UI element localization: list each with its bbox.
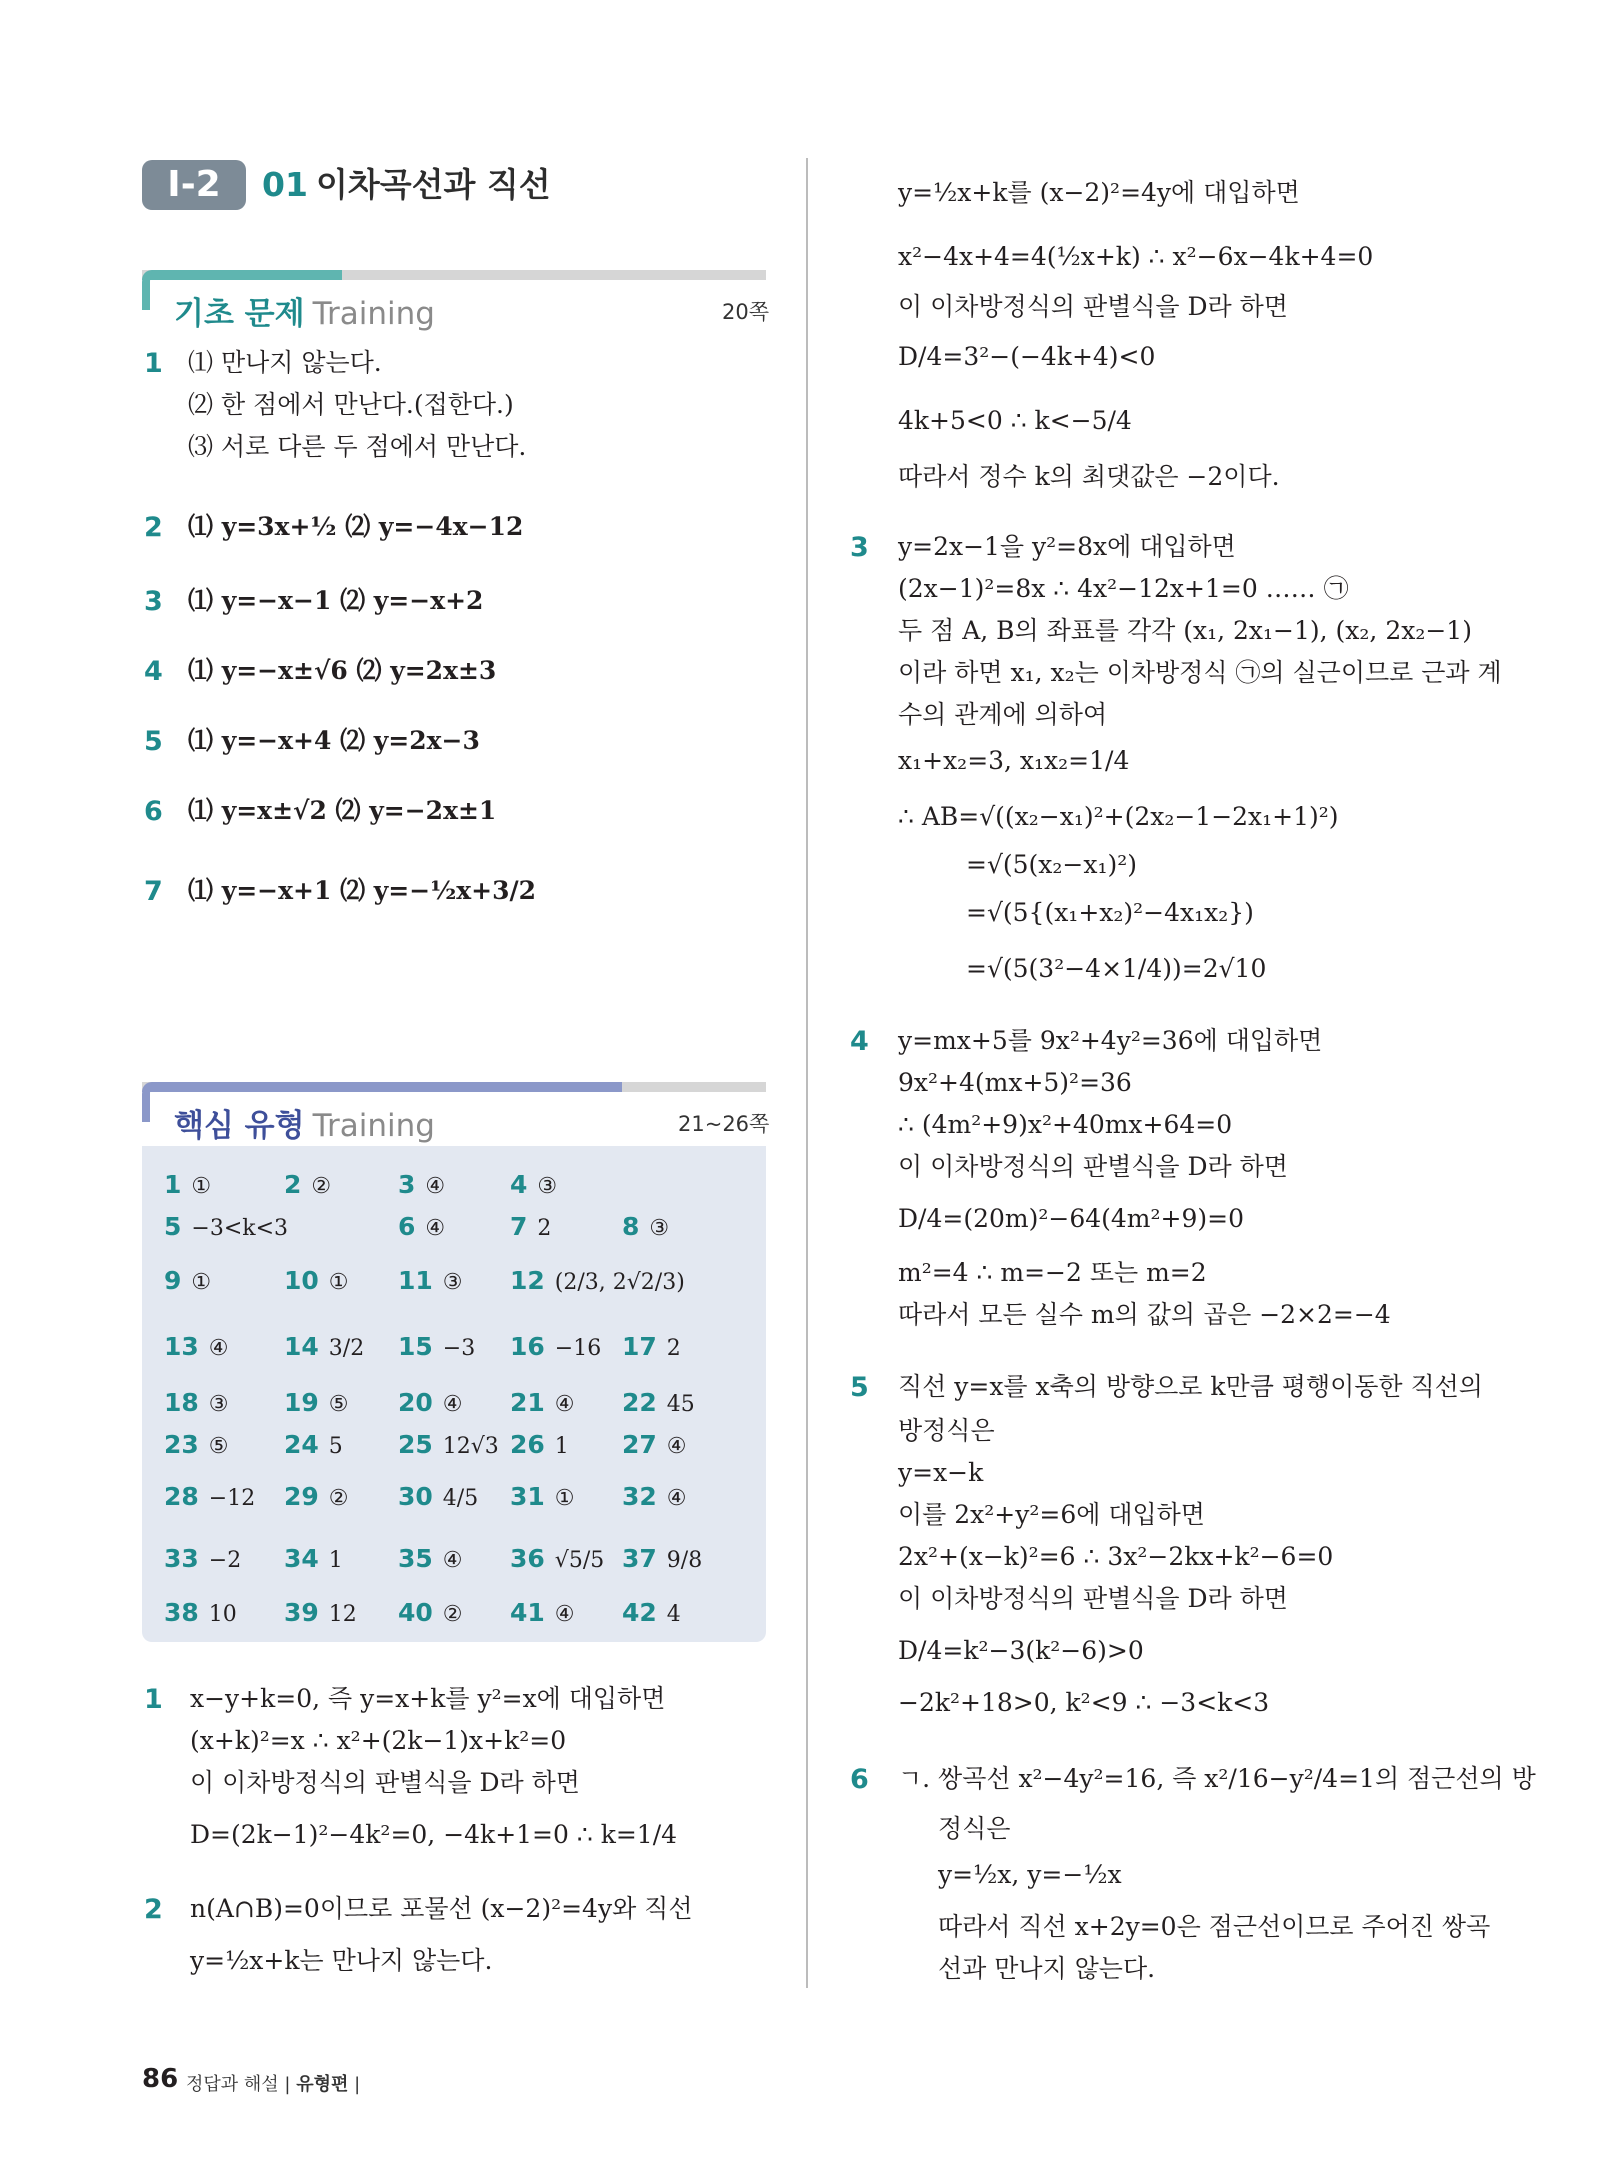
answer-key-number: 41: [510, 1598, 545, 1627]
answer-key-number: 27: [622, 1430, 657, 1459]
basic-item-line: ⑴ 만나지 않는다.: [188, 348, 382, 377]
answer-key-number: 7: [510, 1212, 528, 1241]
answer-key-item: [622, 1482, 687, 1511]
answer-key-value: 5: [328, 1434, 343, 1459]
answer-key-number: 1: [164, 1170, 182, 1199]
answer-key-item: [622, 1544, 702, 1573]
solution-line: 이 이차방정식의 판별식을 D라 하면: [898, 292, 1288, 321]
answer-key-number: 10: [284, 1266, 319, 1295]
solution-line: m²=4 ∴ m=−2 또는 m=2: [898, 1258, 1207, 1287]
answer-key-item: [398, 1332, 475, 1361]
solution-line: D/4=(20m)²−64(4m²+9)=0: [898, 1204, 1244, 1233]
answer-key-number: 36: [510, 1544, 545, 1573]
basic-item-line: ⑶ 서로 다른 두 점에서 만난다.: [188, 432, 527, 461]
solution-line: 이라 하면 x₁, x₂는 이차방정식 ㉠의 실근이므로 근과 계: [898, 658, 1502, 687]
solution-line: ∴ AB=√((x₂−x₁)²+(2x₂−1−2x₁+1)²): [898, 802, 1339, 831]
solution-line: 정식은: [938, 1814, 1011, 1843]
answer-key-value: √5/5: [554, 1548, 605, 1573]
answer-key-value: 1: [328, 1548, 343, 1573]
answer-key-item: [398, 1430, 499, 1459]
solution-line: 이 이차방정식의 판별식을 D라 하면: [898, 1584, 1288, 1613]
solution-line: y=2x−1을 y²=8x에 대입하면: [898, 532, 1236, 561]
answer-key-value: −2: [208, 1548, 242, 1573]
answer-key-number: 13: [164, 1332, 199, 1361]
answer-key-number: 15: [398, 1332, 433, 1361]
footer-label: 정답과 해설 | 유형편 |: [186, 2074, 361, 2095]
solution-line: 이 이차방정식의 판별식을 D라 하면: [190, 1768, 580, 1797]
answer-key-item: [398, 1170, 445, 1199]
answer-key-value: ④: [425, 1216, 446, 1241]
answer-key-value: 3/2: [328, 1336, 365, 1361]
solution-line: y=½x, y=−½x: [938, 1860, 1122, 1889]
answer-key-number: 25: [398, 1430, 433, 1459]
basic-item-number: 7: [144, 876, 163, 907]
answer-key-number: 38: [164, 1598, 199, 1627]
answer-key-number: 40: [398, 1598, 433, 1627]
answer-key-value: 10: [208, 1602, 237, 1627]
answer-key-value: ⑤: [208, 1434, 229, 1459]
answer-key-item: [284, 1482, 349, 1511]
answer-key-item: [284, 1170, 331, 1199]
answer-key-value: −3<k<3: [191, 1216, 289, 1241]
answer-key-value: ①: [191, 1174, 212, 1199]
answer-key-item: [398, 1482, 478, 1511]
solution-line: 2x²+(x−k)²=6 ∴ 3x²−2kx+k²−6=0: [898, 1542, 1334, 1571]
solution-number: 5: [850, 1372, 869, 1403]
solution-line: D=(2k−1)²−4k²=0, −4k+1=0 ∴ k=1/4: [190, 1820, 678, 1849]
answer-key-number: 24: [284, 1430, 319, 1459]
solution-line: x₁+x₂=3, x₁x₂=1/4: [898, 746, 1130, 775]
solution-line: 직선 y=x를 x축의 방향으로 k만큼 평행이동한 직선의: [898, 1372, 1483, 1401]
answer-key-item: [622, 1430, 687, 1459]
solution-line: y=mx+5를 9x²+4y²=36에 대입하면: [898, 1026, 1323, 1055]
answer-key-number: 11: [398, 1266, 433, 1295]
answer-key-item: [398, 1212, 445, 1241]
answer-key-number: 33: [164, 1544, 199, 1573]
answer-key-value: 4/5: [442, 1486, 479, 1511]
basic-page-ref: 20쪽: [722, 300, 770, 324]
answer-key-number: 4: [510, 1170, 528, 1199]
answer-key-item: [284, 1598, 357, 1627]
basic-item-number: 3: [144, 586, 163, 617]
answer-key-item: [510, 1430, 569, 1459]
answer-key-item: [284, 1388, 349, 1417]
answer-key-number: 28: [164, 1482, 199, 1511]
answer-key-value: 12√3: [442, 1434, 499, 1459]
answer-key-value: 2: [666, 1336, 681, 1361]
answer-key-number: 21: [510, 1388, 545, 1417]
answer-key-value: ④: [666, 1486, 687, 1511]
answer-key-number: 16: [510, 1332, 545, 1361]
answer-key-item: [284, 1430, 343, 1459]
solution-line: (x+k)²=x ∴ x²+(2k−1)x+k²=0: [190, 1726, 567, 1755]
answer-key-item: [284, 1544, 343, 1573]
basic-item-answer: ⑴ y=−x+1 ⑵ y=−½x+3/2: [188, 876, 537, 905]
solution-line: x²−4x+4=4(½x+k) ∴ x²−6x−4k+4=0: [898, 242, 1374, 271]
answer-key-item: [164, 1544, 241, 1573]
answer-key-value: ①: [191, 1270, 212, 1295]
answer-key-item: [622, 1212, 669, 1241]
answer-key-number: 37: [622, 1544, 657, 1573]
answer-key-value: ②: [442, 1602, 463, 1627]
section-title: [262, 160, 551, 210]
solution-line: =√(5(3²−4×1/4))=2√10: [966, 954, 1267, 983]
basic-item-answer: ⑴ y=3x+½ ⑵ y=−4x−12: [188, 512, 524, 541]
answer-key-item: [510, 1170, 557, 1199]
answer-key-item: [164, 1266, 211, 1295]
answer-key-value: ④: [554, 1392, 575, 1417]
answer-key-item: [164, 1430, 229, 1459]
answer-key-value: ③: [208, 1392, 229, 1417]
answer-key-item: [510, 1266, 685, 1295]
answer-key-value: −16: [554, 1336, 602, 1361]
solution-number: 4: [850, 1026, 869, 1057]
answer-key-value: −3: [442, 1336, 476, 1361]
answer-key-item: [284, 1332, 364, 1361]
basic-item-line: ⑵ 한 점에서 만난다.(접한다.): [188, 390, 514, 419]
answer-key-number: 5: [164, 1212, 182, 1241]
answer-key-number: 31: [510, 1482, 545, 1511]
answer-key-value: ③: [649, 1216, 670, 1241]
answer-key-item: [510, 1598, 575, 1627]
answer-key-number: 19: [284, 1388, 319, 1417]
answer-key-value: −12: [208, 1486, 256, 1511]
basic-item-answer: ⑴ y=x±√2 ⑵ y=−2x±1: [188, 796, 497, 825]
solution-line: 방정식은: [898, 1416, 995, 1445]
answer-key-value: ④: [442, 1392, 463, 1417]
answer-key-number: 9: [164, 1266, 182, 1295]
solution-number: 1: [144, 1684, 163, 1715]
solution-line: x−y+k=0, 즉 y=x+k를 y²=x에 대입하면: [190, 1684, 666, 1713]
answer-key-number: 35: [398, 1544, 433, 1573]
answer-key-item: [164, 1212, 288, 1241]
answer-key-number: 26: [510, 1430, 545, 1459]
basic-item-number: 4: [144, 656, 163, 687]
solution-line: y=½x+k를 (x−2)²=4y에 대입하면: [898, 178, 1300, 207]
answer-key-value: ④: [666, 1434, 687, 1459]
core-title: 핵심 유형 Training: [174, 1108, 435, 1144]
answer-key-number: 29: [284, 1482, 319, 1511]
answer-key-value: ④: [425, 1174, 446, 1199]
answer-key-item: [398, 1544, 463, 1573]
answer-key-number: 20: [398, 1388, 433, 1417]
solution-line: 따라서 모든 실수 m의 값의 곱은 −2×2=−4: [898, 1300, 1391, 1329]
solution-line: y=½x+k는 만나지 않는다.: [190, 1946, 493, 1975]
basic-item-number: 1: [144, 348, 163, 379]
solution-line: ㄱ. 쌍곡선 x²−4y²=16, 즉 x²/16−y²/4=1의 점근선의 방: [898, 1764, 1536, 1793]
page-number: 86: [142, 2064, 179, 2094]
answer-key-number: 8: [622, 1212, 640, 1241]
answer-key-value: 45: [666, 1392, 695, 1417]
answer-key-number: 12: [510, 1266, 545, 1295]
answer-key-value: ③: [442, 1270, 463, 1295]
answer-key-item: [510, 1388, 575, 1417]
solution-number: 2: [144, 1894, 163, 1925]
answer-key-item: [164, 1482, 255, 1511]
answer-key-value: ④: [442, 1548, 463, 1573]
solution-line: n(A∩B)=0이므로 포물선 (x−2)²=4y와 직선: [190, 1894, 693, 1923]
basic-item-answer: ⑴ y=−x±√6 ⑵ y=2x±3: [188, 656, 497, 685]
solution-line: 9x²+4(mx+5)²=36: [898, 1068, 1132, 1097]
basic-item-answer: ⑴ y=−x+4 ⑵ y=2x−3: [188, 726, 480, 755]
answer-key-value: ④: [554, 1602, 575, 1627]
basic-title: 기초 문제 Training: [174, 296, 435, 332]
answer-key-item: [164, 1170, 211, 1199]
basic-header-bar: [142, 270, 766, 280]
answer-key-value: ⑤: [328, 1392, 349, 1417]
solution-line: y=x−k: [898, 1458, 984, 1487]
column-divider: [806, 158, 808, 1988]
solution-line: 수의 관계에 의하여: [898, 700, 1108, 729]
answer-key-item: [510, 1544, 604, 1573]
solution-line: 4k+5<0 ∴ k<−5/4: [898, 406, 1132, 435]
solution-line: =√(5{(x₁+x₂)²−4x₁x₂}): [966, 898, 1254, 927]
answer-key-number: 30: [398, 1482, 433, 1511]
answer-key-value: 4: [666, 1602, 681, 1627]
solution-line: 따라서 정수 k의 최댓값은 −2이다.: [898, 462, 1280, 491]
answer-key-value: 9/8: [666, 1548, 703, 1573]
solution-line: (2x−1)²=8x ∴ 4x²−12x+1=0 …… ㉠: [898, 574, 1349, 603]
answer-key-item: [398, 1266, 463, 1295]
answer-key-value: ①: [328, 1270, 349, 1295]
answer-key-value: ②: [328, 1486, 349, 1511]
answer-key-number: 18: [164, 1388, 199, 1417]
answer-key-value: ②: [311, 1174, 332, 1199]
answer-key-item: [164, 1598, 237, 1627]
section-badge: Ⅰ-2: [142, 160, 246, 210]
basic-item-number: 5: [144, 726, 163, 757]
answer-key-item: [398, 1598, 463, 1627]
answer-key-number: 34: [284, 1544, 319, 1573]
solution-line: =√(5(x₂−x₁)²): [966, 850, 1138, 879]
answer-key-item: [284, 1266, 349, 1295]
section-number: 01: [262, 165, 308, 204]
solution-line: 이를 2x²+y²=6에 대입하면: [898, 1500, 1205, 1529]
answer-key-item: [510, 1332, 601, 1361]
answer-key-number: 32: [622, 1482, 657, 1511]
answer-key-number: 3: [398, 1170, 416, 1199]
solution-number: 6: [850, 1764, 869, 1795]
answer-key-number: 23: [164, 1430, 199, 1459]
answer-key-value: ③: [537, 1174, 558, 1199]
answer-key-value: (2/3, 2√2/3): [554, 1270, 685, 1295]
answer-key-item: [510, 1212, 551, 1241]
solution-line: 이 이차방정식의 판별식을 D라 하면: [898, 1152, 1288, 1181]
answer-key-number: 17: [622, 1332, 657, 1361]
answer-key-value: ①: [554, 1486, 575, 1511]
solution-line: 따라서 직선 x+2y=0은 점근선이므로 주어진 쌍곡: [938, 1912, 1491, 1941]
answer-key-value: ④: [208, 1336, 229, 1361]
solution-number: 3: [850, 532, 869, 563]
answer-key-value: 2: [537, 1216, 552, 1241]
basic-item-number: 6: [144, 796, 163, 827]
solution-line: ∴ (4m²+9)x²+40mx+64=0: [898, 1110, 1233, 1139]
core-header-bar: [142, 1082, 766, 1092]
solution-line: D/4=3²−(−4k+4)<0: [898, 342, 1156, 371]
answer-key-number: 39: [284, 1598, 319, 1627]
answer-key-number: 2: [284, 1170, 302, 1199]
answer-key-number: 42: [622, 1598, 657, 1627]
answer-key-item: [510, 1482, 575, 1511]
answer-key-number: 14: [284, 1332, 319, 1361]
solution-line: 선과 만나지 않는다.: [938, 1954, 1156, 1983]
answer-key-number: 22: [622, 1388, 657, 1417]
answer-key-item: [164, 1388, 229, 1417]
answer-key-item: [164, 1332, 229, 1361]
answer-key-value: 12: [328, 1602, 357, 1627]
answer-key-item: [622, 1598, 681, 1627]
answer-key-number: 6: [398, 1212, 416, 1241]
answer-key-value: 1: [554, 1434, 569, 1459]
answer-key-item: [398, 1388, 463, 1417]
solution-line: 두 점 A, B의 좌표를 각각 (x₁, 2x₁−1), (x₂, 2x₂−1): [898, 616, 1472, 645]
basic-item-answer: ⑴ y=−x−1 ⑵ y=−x+2: [188, 586, 484, 615]
answer-key-item: [622, 1332, 681, 1361]
solution-line: −2k²+18>0, k²<9 ∴ −3<k<3: [898, 1688, 1270, 1717]
core-page-ref: 21~26쪽: [678, 1112, 770, 1136]
basic-item-number: 2: [144, 512, 163, 543]
solution-line: D/4=k²−3(k²−6)>0: [898, 1636, 1144, 1665]
section-title-text: 이차곡선과 직선: [315, 165, 551, 204]
answer-key-item: [622, 1388, 695, 1417]
